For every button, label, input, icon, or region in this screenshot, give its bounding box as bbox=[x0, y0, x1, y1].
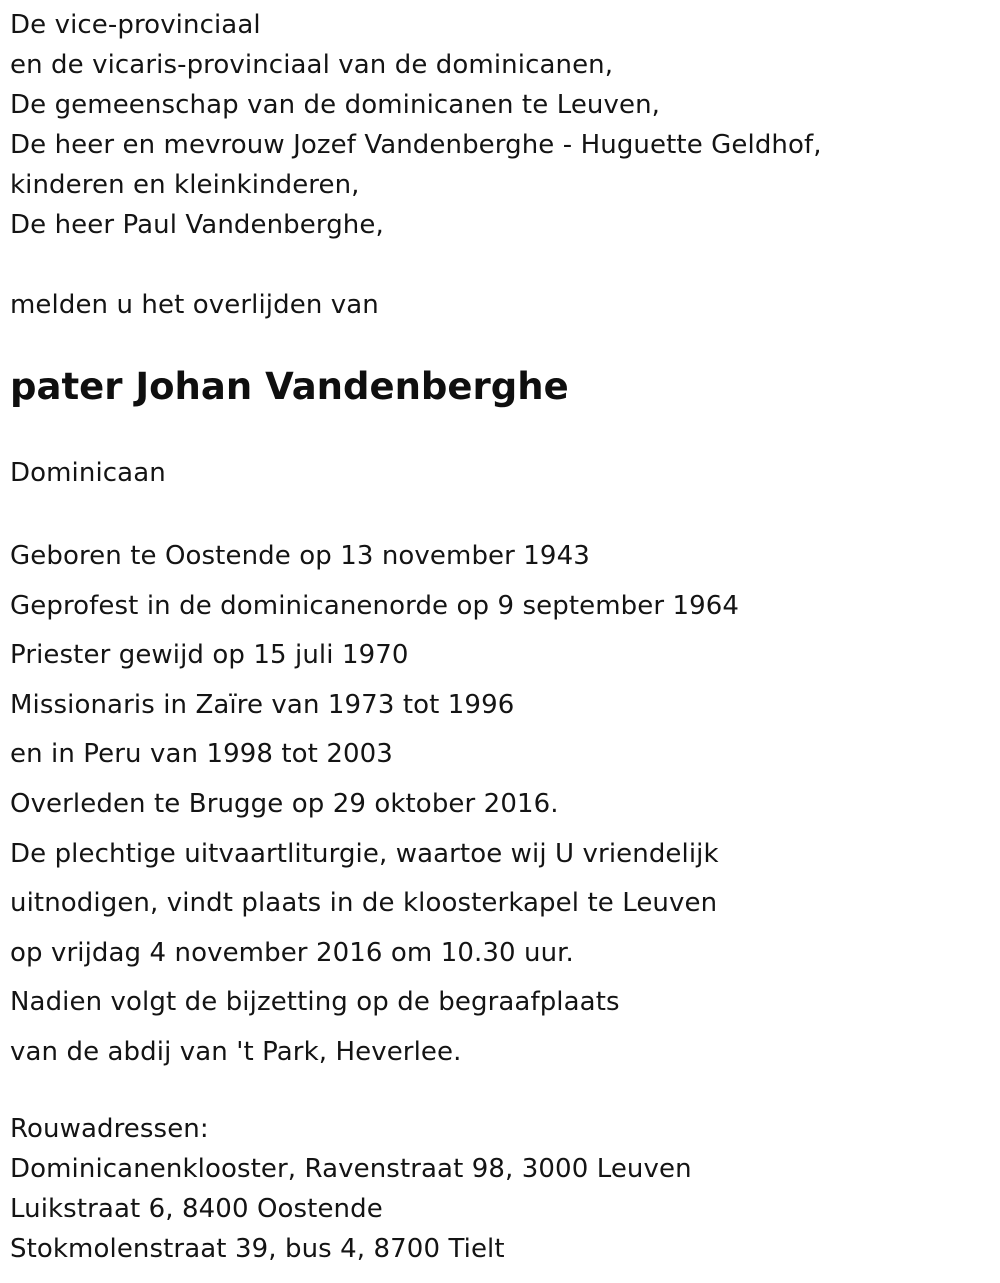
title-block bbox=[10, 453, 166, 493]
biography-line: uitnodigen, vindt plaats in de kloosterkapel te Leuven bbox=[10, 888, 718, 919]
biography-line: van de abdij van 't Park, Heverlee. bbox=[10, 1036, 462, 1067]
address-line: Stokmolenstraat 39, bus 4, 8700 Tielt bbox=[10, 1234, 505, 1264]
addresses-heading: Rouwadressen: bbox=[10, 1114, 209, 1144]
announcer-line: De vice-provinciaal bbox=[10, 10, 261, 40]
biography-line: Missionaris in Zaïre van 1973 tot 1996 bbox=[10, 689, 515, 720]
announcer-line: De heer Paul Vandenberghe, bbox=[10, 210, 384, 240]
announcement-text: melden u het overlijden van bbox=[10, 290, 379, 320]
biography-line: Geboren te Oostende op 13 november 1943 bbox=[10, 541, 590, 571]
biography-line: en in Peru van 1998 tot 2003 bbox=[10, 739, 393, 770]
addresses-block bbox=[10, 1109, 692, 1269]
announcer-line: en de vicaris-provinciaal van de dominicanen, bbox=[10, 50, 614, 80]
address-line: Luikstraat 6, 8400 Oostende bbox=[10, 1194, 383, 1224]
announcer-line: De gemeenschap van de dominicanen te Leuven, bbox=[10, 90, 661, 120]
biography-line: op vrijdag 4 november 2016 om 10.30 uur. bbox=[10, 937, 574, 968]
biography-line: Overleden te Brugge op 29 oktober 2016. bbox=[10, 788, 559, 819]
announcer-line: kinderen en kleinkinderen, bbox=[10, 170, 360, 200]
deceased-name: pater Johan Vandenberghe bbox=[10, 365, 569, 408]
biography-line: Nadien volgt de bijzetting op de begraafplaats bbox=[10, 987, 620, 1018]
deceased-title: Dominicaan bbox=[10, 458, 166, 488]
announcement-block bbox=[10, 285, 379, 325]
announcer-line: De heer en mevrouw Jozef Vandenberghe - Huguette Geldhof, bbox=[10, 130, 822, 160]
biography-block bbox=[10, 532, 739, 1078]
biography-line: De plechtige uitvaartliturgie, waartoe wij U vriendelijk bbox=[10, 838, 719, 869]
announcers-list bbox=[10, 5, 822, 245]
address-line: Dominicanenklooster, Ravenstraat 98, 3000 Leuven bbox=[10, 1154, 692, 1184]
biography-line: Geprofest in de dominicanenorde op 9 september 1964 bbox=[10, 590, 740, 621]
biography-line: Priester gewijd op 15 juli 1970 bbox=[10, 640, 409, 671]
